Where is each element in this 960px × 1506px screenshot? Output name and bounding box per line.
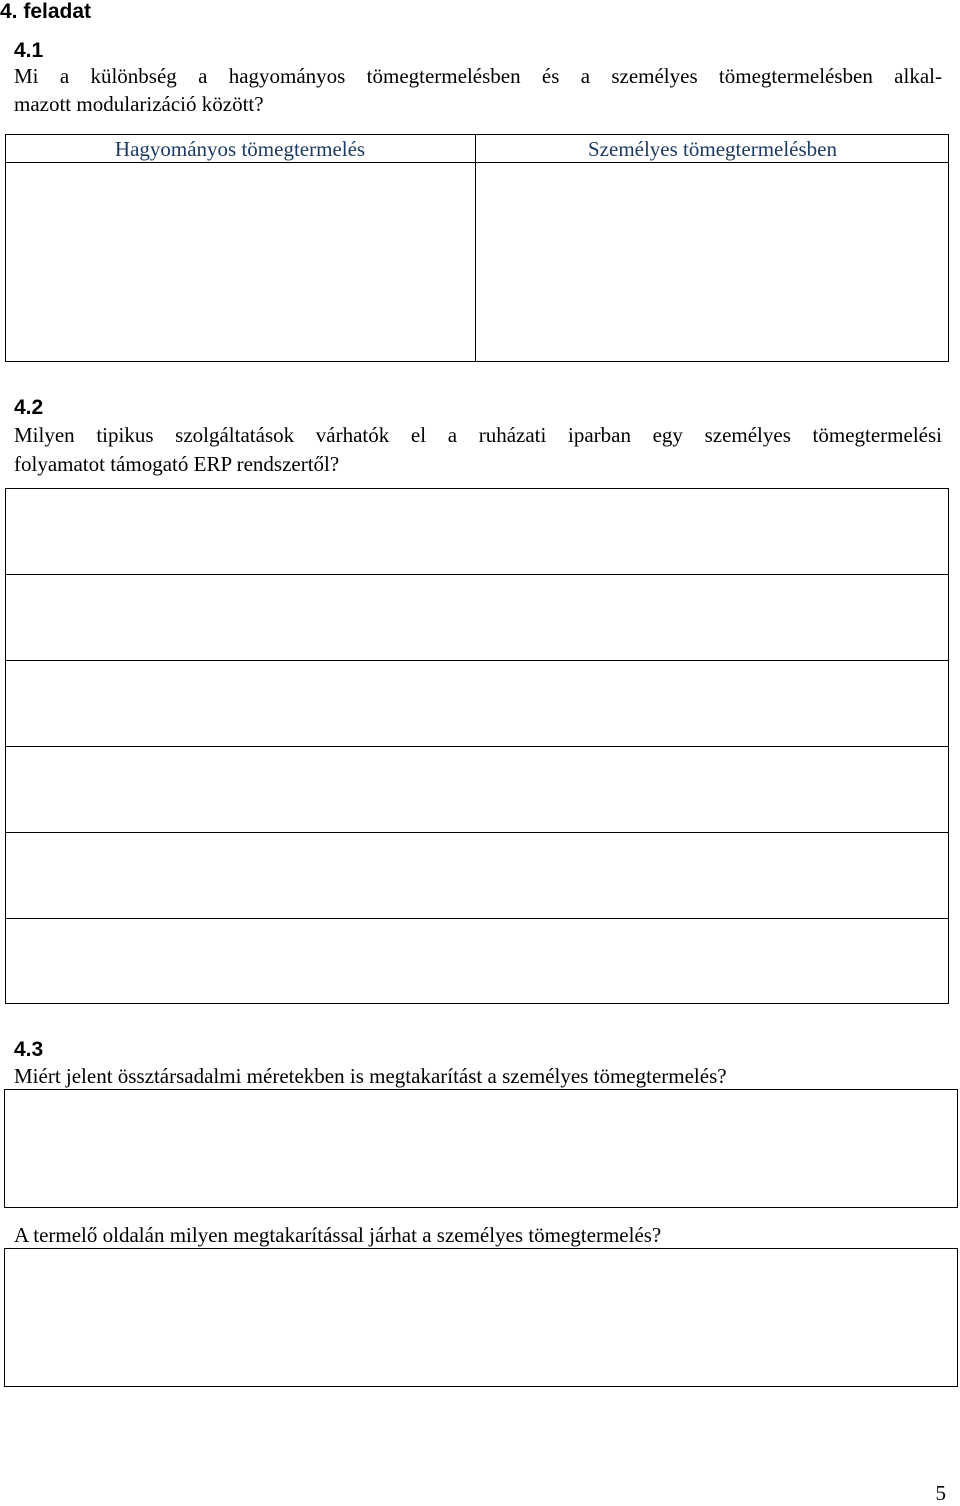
question-4-1-line-2: mazott modularizáció között? <box>14 92 264 116</box>
answer-row-3[interactable] <box>6 661 948 745</box>
answer-row-5[interactable] <box>6 833 948 917</box>
column-header-personal: Személyes tömegtermelésben <box>588 137 837 161</box>
question-number-4-2: 4.2 <box>14 396 44 419</box>
question-4-2-line-1: Milyen tipikus szolgáltatások várhatók el a ruházati iparban egy személyes tömegtermelési <box>14 423 942 447</box>
question-4-2-line-2: folyamatot támogató ERP rendszertől? <box>14 452 340 476</box>
answer-box-producer-savings[interactable] <box>4 1248 958 1387</box>
question-4-1-line-1: Mi a különbség a hagyományos tömegtermelésben és a személyes tömegtermelésben alkal- <box>14 64 942 88</box>
question-number-4-3: 4.3 <box>14 1038 44 1061</box>
answer-row-6[interactable] <box>6 919 948 1003</box>
question-4-3-producer: A termelő oldalán milyen megtakarítással járhat a személyes tömegtermelés? <box>14 1223 662 1247</box>
answer-row-2[interactable] <box>6 575 948 659</box>
answer-cell-personal[interactable] <box>476 163 948 361</box>
column-header-traditional: Hagyományos tömegtermelés <box>114 137 366 161</box>
answer-cell-traditional[interactable] <box>6 163 474 361</box>
answer-row-4[interactable] <box>6 747 948 831</box>
section-title: 4. feladat <box>0 0 92 23</box>
answer-row-1[interactable] <box>6 489 948 573</box>
question-number-4-1: 4.1 <box>14 39 44 62</box>
answer-box-societal-savings[interactable] <box>4 1089 958 1208</box>
page-number: 5 <box>935 1481 946 1505</box>
question-4-3-societal: Miért jelent össztársadalmi méretekben is megtakarítást a személyes tömegtermelés? <box>14 1064 727 1088</box>
